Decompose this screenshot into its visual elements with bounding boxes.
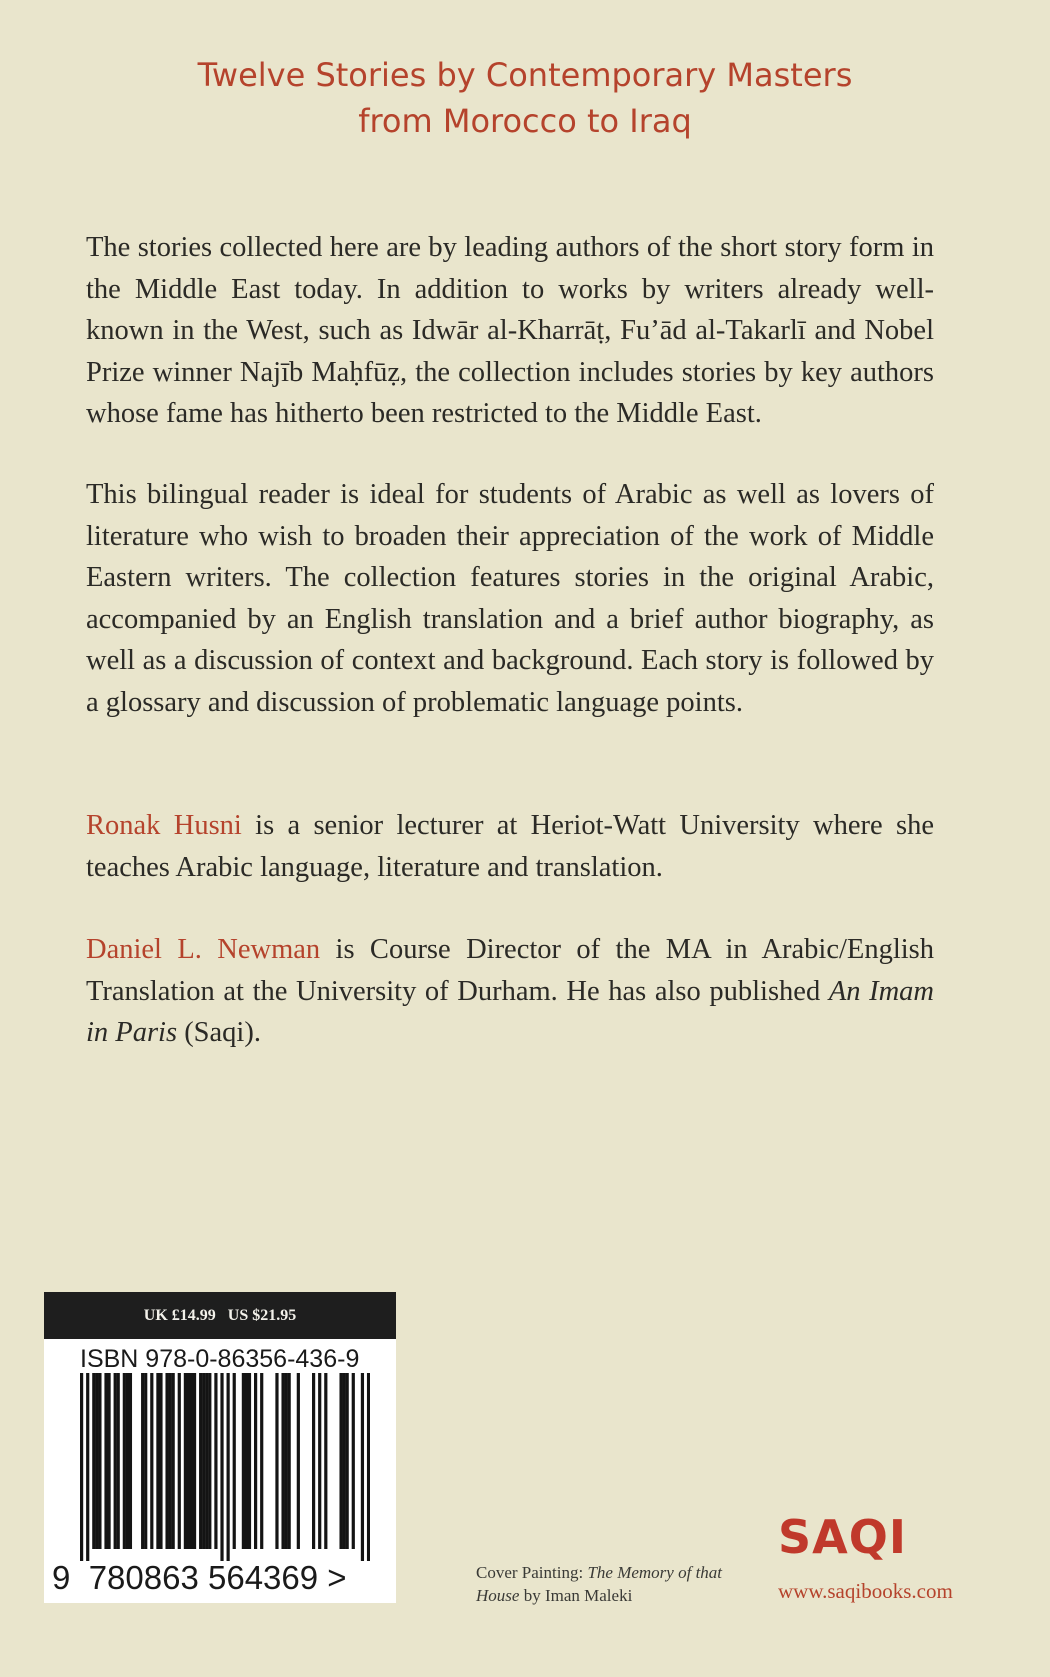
barcode-bar xyxy=(165,1373,168,1549)
barcode-bar xyxy=(324,1373,327,1549)
book-title-imam-in-paris: An Imam in Paris xyxy=(86,975,934,1048)
barcode-bar xyxy=(208,1373,211,1549)
barcode-bar xyxy=(343,1373,346,1549)
barcode-bar xyxy=(199,1373,202,1549)
barcode-bar xyxy=(248,1373,251,1549)
barcode-bar xyxy=(202,1373,205,1549)
barcode-bar xyxy=(117,1373,120,1549)
barcode-bar xyxy=(86,1373,89,1561)
headline-line-2: from Morocco to Iraq xyxy=(358,102,692,140)
barcode-bar xyxy=(281,1373,284,1549)
barcode-bar xyxy=(352,1373,355,1549)
barcode-bar xyxy=(178,1373,181,1549)
barcode-bar xyxy=(318,1373,321,1549)
barcode-digit-lead: 9 xyxy=(52,1559,71,1596)
barcode-bar xyxy=(159,1373,162,1549)
headline xyxy=(0,52,1050,144)
barcode-bar xyxy=(172,1373,175,1549)
barcode-bar xyxy=(285,1373,288,1549)
price-uk: UK £14.99 xyxy=(143,1307,216,1324)
barcode-digits xyxy=(52,1559,392,1597)
barcode-bar xyxy=(275,1373,278,1549)
price-bar xyxy=(44,1292,396,1339)
barcode-bar xyxy=(98,1373,101,1549)
barcode-bar xyxy=(233,1373,236,1549)
barcode-bar xyxy=(361,1373,364,1561)
barcode-bar xyxy=(80,1373,83,1561)
author-name-husni: Ronak Husni xyxy=(86,810,242,841)
barcode-bar xyxy=(346,1373,349,1549)
barcode-bar xyxy=(144,1373,147,1549)
cover-painting-credit xyxy=(476,1561,736,1607)
barcode-bar xyxy=(297,1373,300,1549)
saqi-logo: SAQI xyxy=(778,1510,907,1564)
barcode-bar xyxy=(187,1373,190,1549)
barcode-bar xyxy=(104,1373,107,1549)
barcode-digits-group-2: 564369 xyxy=(208,1559,319,1596)
credit-label: Cover Painting: xyxy=(476,1563,588,1582)
barcode-bar xyxy=(92,1373,95,1549)
barcode-digit-trail: > xyxy=(327,1559,347,1596)
author-bio-husni-text: is a senior lecturer at Heriot-Watt University where she teaches Arabic language, literature and translation. xyxy=(86,810,934,883)
barcode-bar xyxy=(193,1373,196,1549)
credit-artist: by Iman Maleki xyxy=(519,1586,633,1605)
barcode-bar xyxy=(126,1373,129,1549)
barcode-bar xyxy=(129,1373,132,1549)
author-bio-newman xyxy=(86,929,934,1054)
description-paragraph-1: The stories collected here are by leading authors of the short story form in the Middle East today. In addition to works by writers already well-known in the West, such as Idwār al-Kharrāṭ, Fu’ād al-Takarlī and Nobel Prize winner Najīb Maḥfūẓ, the collection includes stories by key authors whose fame has hitherto been restricted to the Middle East. xyxy=(86,232,934,429)
barcode-bar xyxy=(205,1373,208,1549)
author-bio-husni xyxy=(86,805,934,888)
barcode-box xyxy=(44,1339,396,1603)
barcode-bar xyxy=(95,1373,98,1549)
barcode-bar xyxy=(260,1373,263,1549)
barcode-bar xyxy=(123,1373,126,1549)
publisher-website: www.saqibooks.com xyxy=(778,1579,953,1603)
barcode-bar xyxy=(367,1373,370,1561)
barcode-bar xyxy=(242,1373,245,1549)
barcode-bar xyxy=(190,1373,193,1549)
credit-painting-title: The Memory of that House xyxy=(476,1563,723,1605)
barcode-bar xyxy=(141,1373,144,1549)
barcode-bar xyxy=(156,1373,159,1549)
barcode-bar xyxy=(339,1373,342,1549)
author-bio-newman-text-end: (Saqi). xyxy=(177,1017,261,1048)
author-bio-newman-text: is Course Director of the MA in Arabic/English Translation at the University of Durham. He has also published xyxy=(86,934,934,1007)
barcode-bar xyxy=(227,1373,230,1561)
barcode-bar xyxy=(184,1373,187,1549)
headline-line-1: Twelve Stories by Contemporary Masters xyxy=(197,56,853,94)
barcode-bar xyxy=(214,1373,217,1549)
barcode-bars xyxy=(80,1373,370,1561)
barcode-bar xyxy=(114,1373,117,1549)
barcode-bar xyxy=(254,1373,257,1549)
barcode-bar xyxy=(312,1373,315,1549)
price-us: US $21.95 xyxy=(227,1307,297,1324)
barcode-bar xyxy=(245,1373,248,1549)
barcode-bar xyxy=(220,1373,223,1561)
barcode-bar xyxy=(107,1373,110,1549)
barcode-bar xyxy=(169,1373,172,1549)
barcode-bar xyxy=(288,1373,291,1549)
barcode-bar xyxy=(150,1373,153,1549)
barcode-digits-group-1: 780863 xyxy=(88,1559,199,1596)
description-paragraph-2: This bilingual reader is ideal for students of Arabic as well as lovers of literature who wish to broaden their appreciation of the work of Middle Eastern writers. The collection features stories in the original Arabic, accompanied by an English translation and a brief author biography, as well as a discussion of context and background. Each story is followed by a glossary and discussion of problematic language points. xyxy=(86,479,934,718)
isbn-text: ISBN 978-0-86356-436-9 xyxy=(80,1345,360,1373)
author-name-newman: Daniel L. Newman xyxy=(86,934,321,965)
